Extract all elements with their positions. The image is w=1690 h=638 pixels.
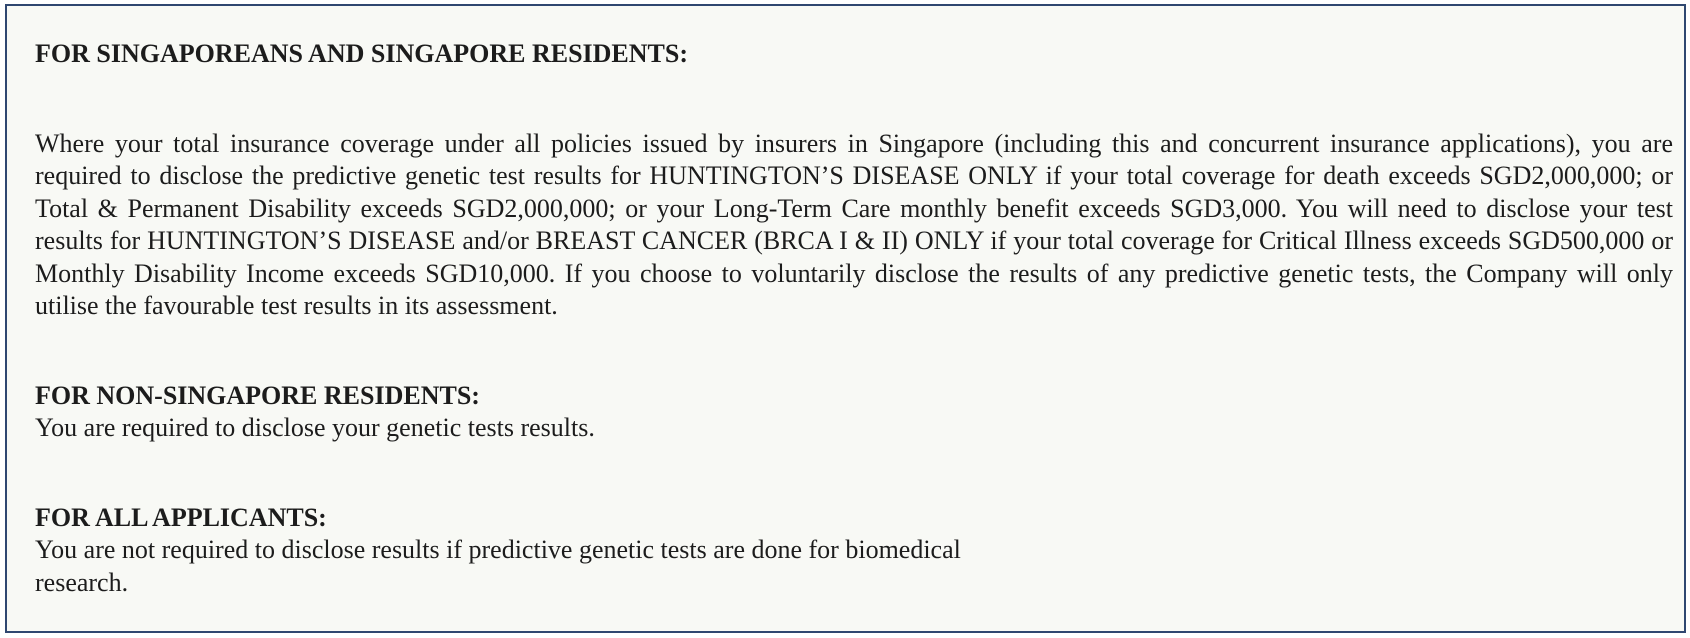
section-heading-all-applicants: FOR ALL APPLICANTS: [35,502,327,532]
section-body-non-residents: You are required to disclose your genetic tests results. [35,413,595,442]
disclosure-notice-content [35,6,1673,599]
section-heading-non-residents: FOR NON-SINGAPORE RESIDENTS: [35,380,480,410]
section-body-singaporeans: Where your total insurance coverage under all policies issued by insurers in Singapore (including this and concurrent insurance applications), you are required to disclose the predictive genetic test results for HUNTINGTON’S DISEASE ONLY if your total coverage for death exceeds SGD2,000,000; or Total & Permanent Disability exceeds SGD2,000,000; or your Long-Term Care monthly benefit exceeds SGD3,000. You will need to disclose your test results for HUNTINGTON’S DISEASE and/or BREAST CANCER (BRCA I & II) ONLY if your total coverage for Critical Illness exceeds SGD500,000 or Monthly Disability Income exceeds SGD10,000. If you choose to voluntarily disclose the results of any predictive genetic tests, the Company will only utilise the favourable test results in its assessment. [35,128,1673,320]
disclosure-notice-box [5,4,1686,633]
section-heading-singaporeans: FOR SINGAPOREANS AND SINGAPORE RESIDENTS: [35,39,688,68]
section-body-all-applicants: You are not required to disclose results if predictive genetic tests are done for biomedical research. [35,535,961,597]
